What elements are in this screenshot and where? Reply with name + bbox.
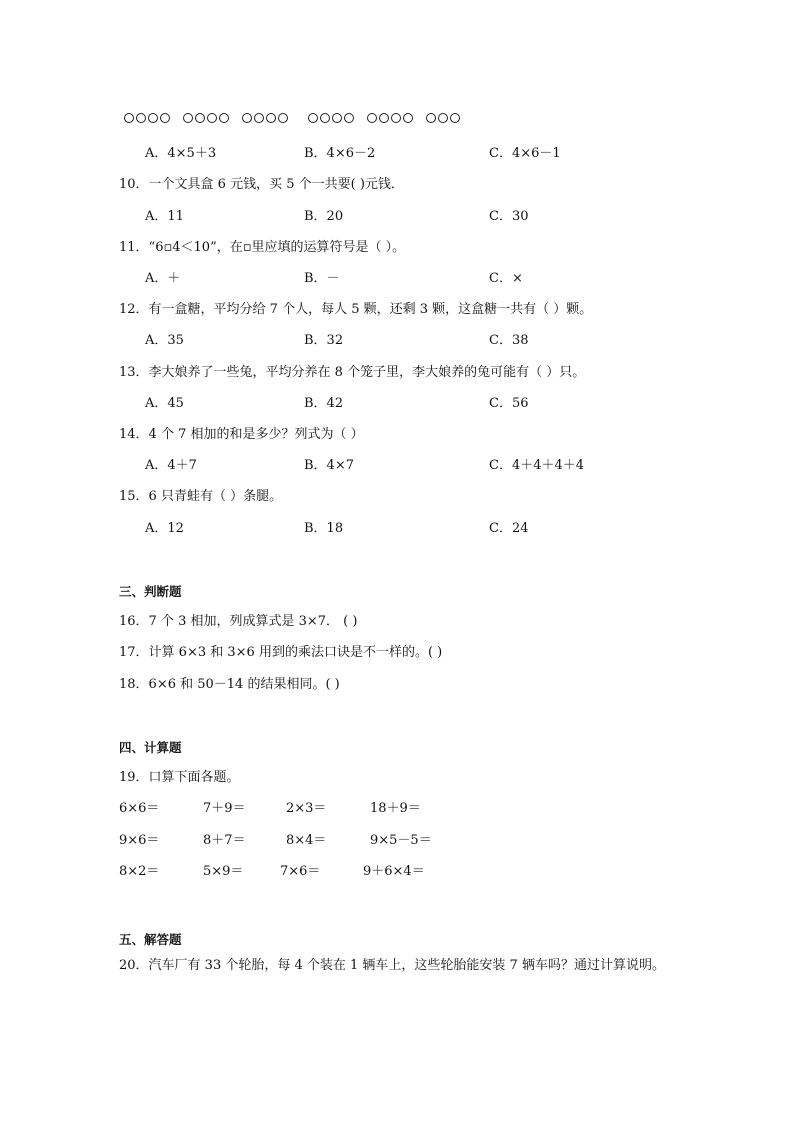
circle-icon (195, 113, 205, 123)
calc-item: 8×2＝ (119, 864, 160, 879)
circle-icon (207, 113, 217, 123)
option-b: B．20 (304, 209, 344, 224)
option-a: A．35 (145, 333, 184, 348)
option-c: C．30 (489, 209, 529, 224)
section-heading-calculation: 四、计算题 (119, 740, 182, 755)
circle-icon (160, 113, 170, 123)
circle-icon (308, 113, 318, 123)
option-a: A．4＋7 (145, 458, 197, 473)
option-c: C．56 (489, 396, 529, 411)
question-17: 17．计算 6×3 和 3×6 用到的乘法口诀是不一样的。( ) (119, 645, 443, 660)
calc-item: 9×5－5＝ (370, 833, 432, 848)
option-b: B．32 (304, 333, 344, 348)
option-b: B．4×6－2 (304, 146, 376, 161)
option-c: C．× (489, 271, 523, 286)
circle-group (367, 110, 413, 126)
circle-icon (332, 113, 342, 123)
question-10: 10．一个文具盒 6 元钱，买 5 个一共要( )元钱． (119, 177, 404, 192)
option-b: B．18 (304, 521, 344, 536)
circle-icon (242, 113, 252, 123)
calc-item: 9＋6×4＝ (363, 864, 425, 879)
circle-icon (379, 113, 389, 123)
option-c: C．38 (489, 333, 529, 348)
circle-icon (278, 113, 288, 123)
calc-item: 6×6＝ (119, 801, 160, 816)
circle-group (426, 110, 460, 126)
section-heading-judgment: 三、判断题 (119, 584, 182, 599)
calc-item: 5×9＝ (203, 864, 244, 879)
circle-icon (183, 113, 193, 123)
circle-group (124, 110, 170, 126)
section-heading-answer: 五、解答题 (119, 932, 182, 947)
circle-icon (124, 113, 134, 123)
circle-icon (450, 113, 460, 123)
calc-item: 8＋7＝ (203, 833, 246, 848)
option-a: A．4×5＋3 (145, 146, 217, 161)
circle-icon (254, 113, 264, 123)
option-c: C．24 (489, 521, 529, 536)
option-a: A．＋ (145, 271, 181, 286)
question-16: 16．7 个 3 相加，列成算式是 3×7． ( ) (119, 614, 358, 629)
question-11: 11．“6▫4＜10”，在▫里应填的运算符号是（ ）。 (119, 240, 406, 255)
option-b: B．4×7 (304, 458, 354, 473)
circle-icon (403, 113, 413, 123)
circle-illustration (124, 110, 473, 126)
circle-icon (219, 113, 229, 123)
circle-icon (266, 113, 276, 123)
question-18: 18．6×6 和 50－14 的结果相同。( ) (119, 677, 340, 692)
circle-icon (391, 113, 401, 123)
option-b: B．42 (304, 396, 344, 411)
circle-icon (320, 113, 330, 123)
question-20: 20．汽车厂有 33 个轮胎，每 4 个装在 1 辆车上，这些轮胎能安装 7 辆车吗？通过计算说明。 (119, 958, 665, 973)
option-c: C．4＋4＋4＋4 (489, 458, 585, 473)
calc-item: 2×3＝ (286, 801, 327, 816)
calc-item: 18＋9＝ (370, 801, 421, 816)
calc-item: 7×6＝ (280, 864, 321, 879)
circle-icon (367, 113, 377, 123)
option-c: C．4×6－1 (489, 146, 561, 161)
option-b: B．－ (304, 271, 340, 286)
circle-icon (426, 113, 436, 123)
circle-icon (344, 113, 354, 123)
calc-item: 8×4＝ (286, 833, 327, 848)
option-a: A．45 (145, 396, 184, 411)
calc-item: 7＋9＝ (203, 801, 246, 816)
circle-group (308, 110, 354, 126)
circle-icon (136, 113, 146, 123)
circle-group (183, 110, 229, 126)
question-12: 12．有一盒糖，平均分给 7 个人，每人 5 颗，还剩 3 颗，这盒糖一共有（ ）颗。 (119, 302, 593, 317)
circle-group (242, 110, 288, 126)
option-a: A．11 (145, 209, 184, 224)
circle-icon (438, 113, 448, 123)
question-15: 15．6 只青蛙有（ ）条腿。 (119, 489, 283, 504)
circle-icon (148, 113, 158, 123)
question-19: 19．口算下面各题。 (119, 770, 240, 785)
option-a: A．12 (145, 521, 184, 536)
calc-item: 9×6＝ (119, 833, 160, 848)
question-14: 14．4 个 7 相加的和是多少？列式为（ ） (119, 427, 364, 442)
question-13: 13．李大娘养了一些兔，平均分养在 8 个笼子里，李大娘养的兔可能有（ ）只。 (119, 365, 586, 380)
